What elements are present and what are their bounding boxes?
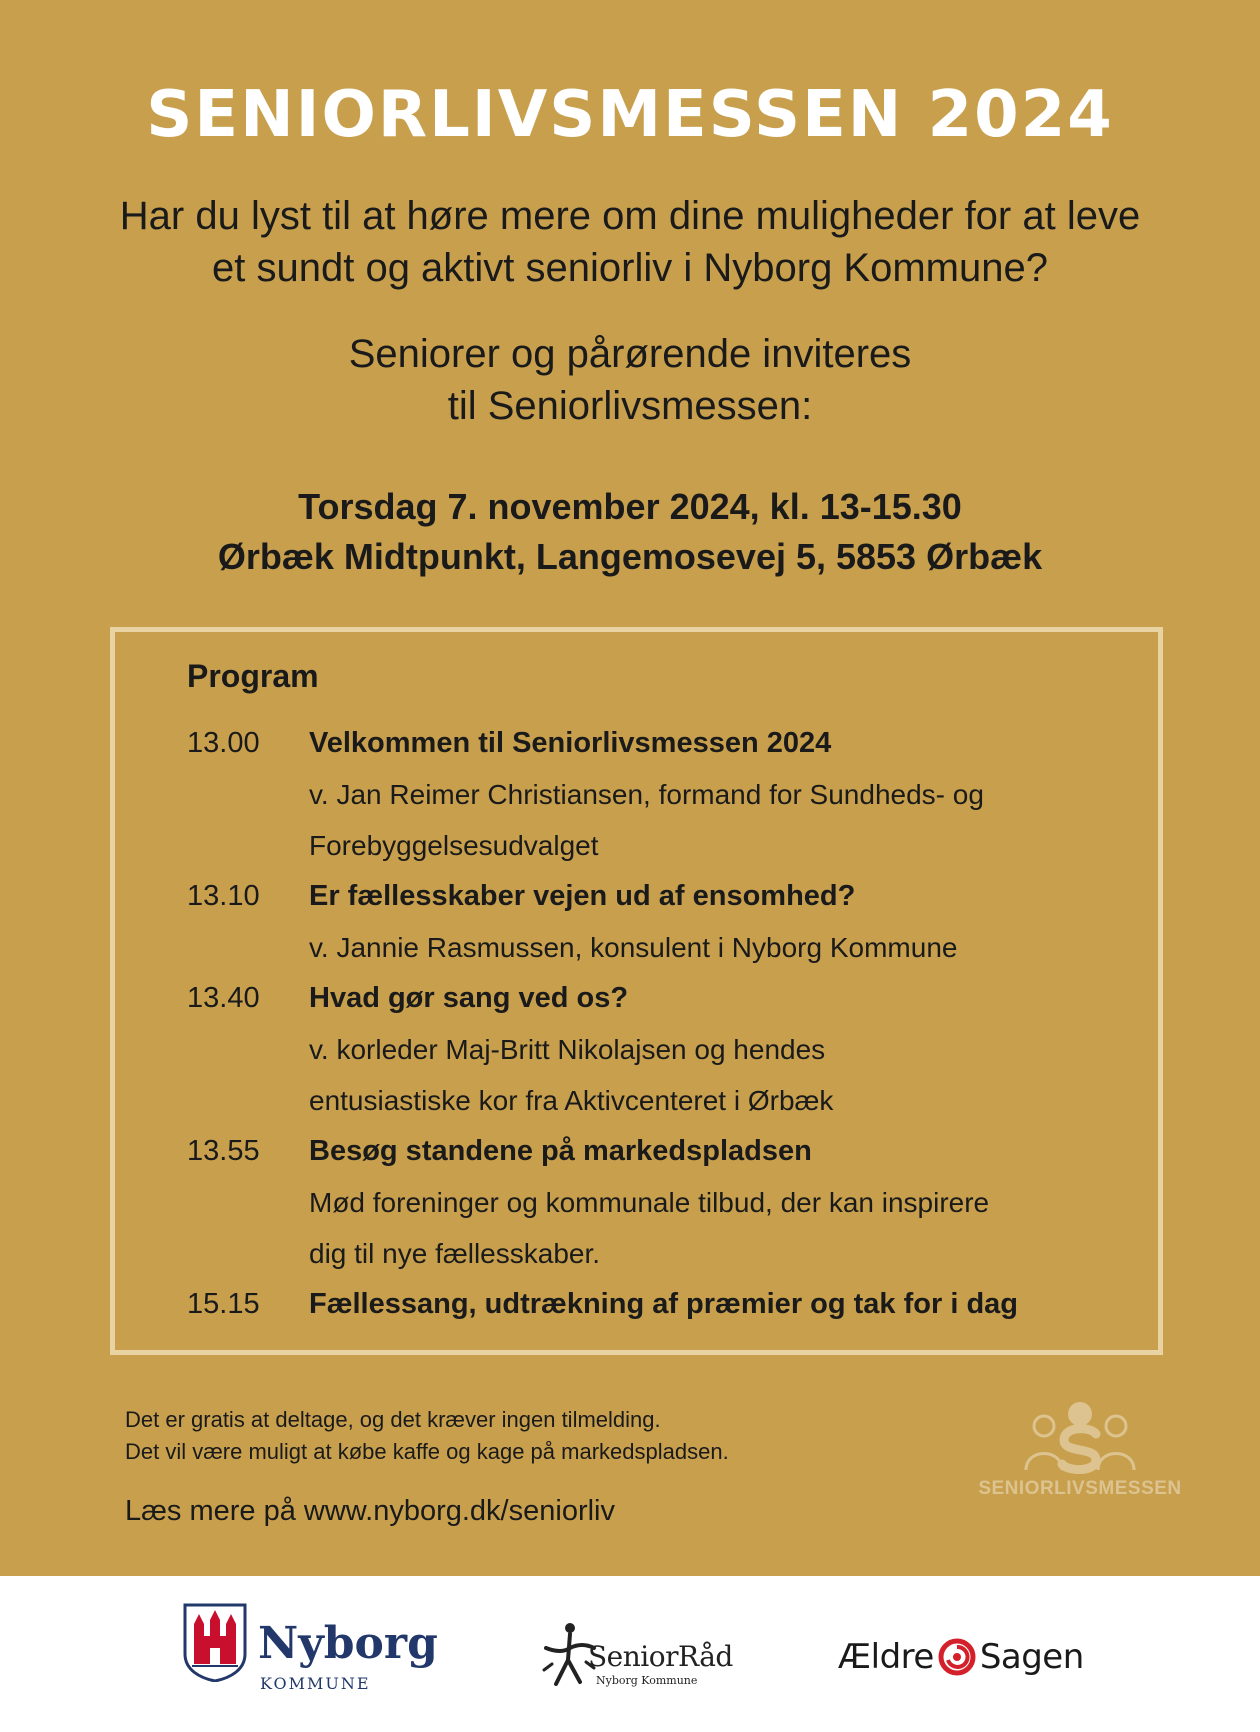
location-line: Ørbæk Midtpunkt, Langemosevej 5, 5853 Ørbæk — [217, 536, 1043, 577]
program-desc: entusiastiske kor fra Aktivcenteret i Ørbæk — [309, 1085, 834, 1116]
program-desc: Mød foreninger og kommunale tilbud, der kan inspirere — [309, 1187, 990, 1218]
program-body — [309, 718, 1127, 871]
program-body — [309, 1279, 1127, 1330]
program-title: Er fællesskaber vejen ud af ensomhed? — [309, 880, 856, 912]
program-time: 13.40 — [187, 982, 260, 1014]
aeldresagen-logo — [838, 1632, 1084, 1682]
program-desc: v. korleder Maj-Britt Nikolajsen og hendes — [309, 1034, 826, 1065]
program-time: 13.00 — [187, 727, 260, 759]
program-item — [187, 1126, 1127, 1279]
program-desc: Forebyggelsesudvalget — [309, 830, 599, 861]
read-more-link[interactable]: Læs mere på www.nyborg.dk/seniorliv — [125, 1495, 615, 1527]
program-desc: dig til nye fællesskaber. — [309, 1238, 601, 1269]
watermark-label: SENIORLIVSMESSEN — [978, 1478, 1182, 1499]
people-icon — [1020, 1400, 1140, 1474]
program-item — [187, 1279, 1127, 1330]
aeldre-right-text: Sagen — [979, 1637, 1084, 1677]
lead-line: Har du lyst til at høre mere om dine muligheder for at leve — [119, 194, 1141, 238]
nyborg-crest-icon — [182, 1602, 248, 1682]
partner-logos — [0, 1576, 1260, 1732]
seniorraad-name: SeniorRåd — [588, 1640, 733, 1673]
event-title: SENIORLIVSMESSEN 2024 — [146, 78, 1114, 152]
aeldre-left-text: Ældre — [838, 1637, 934, 1677]
program-time: 13.55 — [187, 1135, 260, 1167]
program-title: Hvad gør sang ved os? — [309, 982, 629, 1014]
program-desc: v. Jannie Rasmussen, konsulent i Nyborg Kommune — [309, 932, 958, 963]
aeldresagen-swirl-icon — [938, 1638, 976, 1676]
program-item — [187, 973, 1127, 1126]
program-body — [309, 871, 1127, 973]
nyborg-kommune-logo — [182, 1602, 442, 1702]
date-line: Torsdag 7. november 2024, kl. 13-15.30 — [298, 486, 962, 527]
program-item — [187, 871, 1127, 973]
program-body — [309, 1126, 1127, 1279]
program-time: 15.15 — [187, 1288, 260, 1320]
program-time: 13.10 — [187, 880, 260, 912]
program-box — [110, 627, 1163, 1355]
program-list — [187, 718, 1127, 1330]
program-title: Fællessang, udtrækning af præmier og tak for i dag — [309, 1288, 1018, 1320]
lead-line: et sundt og aktivt seniorliv i Nyborg Kommune? — [212, 246, 1048, 290]
seniorraad-logo — [540, 1618, 740, 1698]
invite-line: Seniorer og pårørende inviteres — [348, 332, 912, 376]
nyborg-sub: KOMMUNE — [260, 1674, 371, 1693]
seniorlivsmessen-watermark — [960, 1400, 1200, 1510]
program-desc: v. Jan Reimer Christiansen, formand for Sundheds- og — [309, 779, 984, 810]
note-line: Det er gratis at deltage, og det kræver ingen tilmelding. — [125, 1407, 661, 1432]
program-title: Velkommen til Seniorlivsmessen 2024 — [309, 727, 832, 759]
note-line: Det vil være muligt at købe kaffe og kage på markedspladsen. — [125, 1439, 729, 1464]
date-location — [60, 482, 1200, 582]
lead-text — [60, 190, 1200, 294]
program-heading: Program — [187, 658, 319, 694]
invite-text — [60, 328, 1200, 432]
invite-line: til Seniorlivsmessen: — [447, 384, 813, 428]
seniorraad-sub: Nyborg Kommune — [596, 1674, 698, 1687]
program-body — [309, 973, 1127, 1126]
program-title: Besøg standene på markedspladsen — [309, 1135, 812, 1167]
program-item — [187, 718, 1127, 871]
practical-notes — [125, 1404, 925, 1468]
nyborg-name: Nyborg — [258, 1618, 438, 1669]
